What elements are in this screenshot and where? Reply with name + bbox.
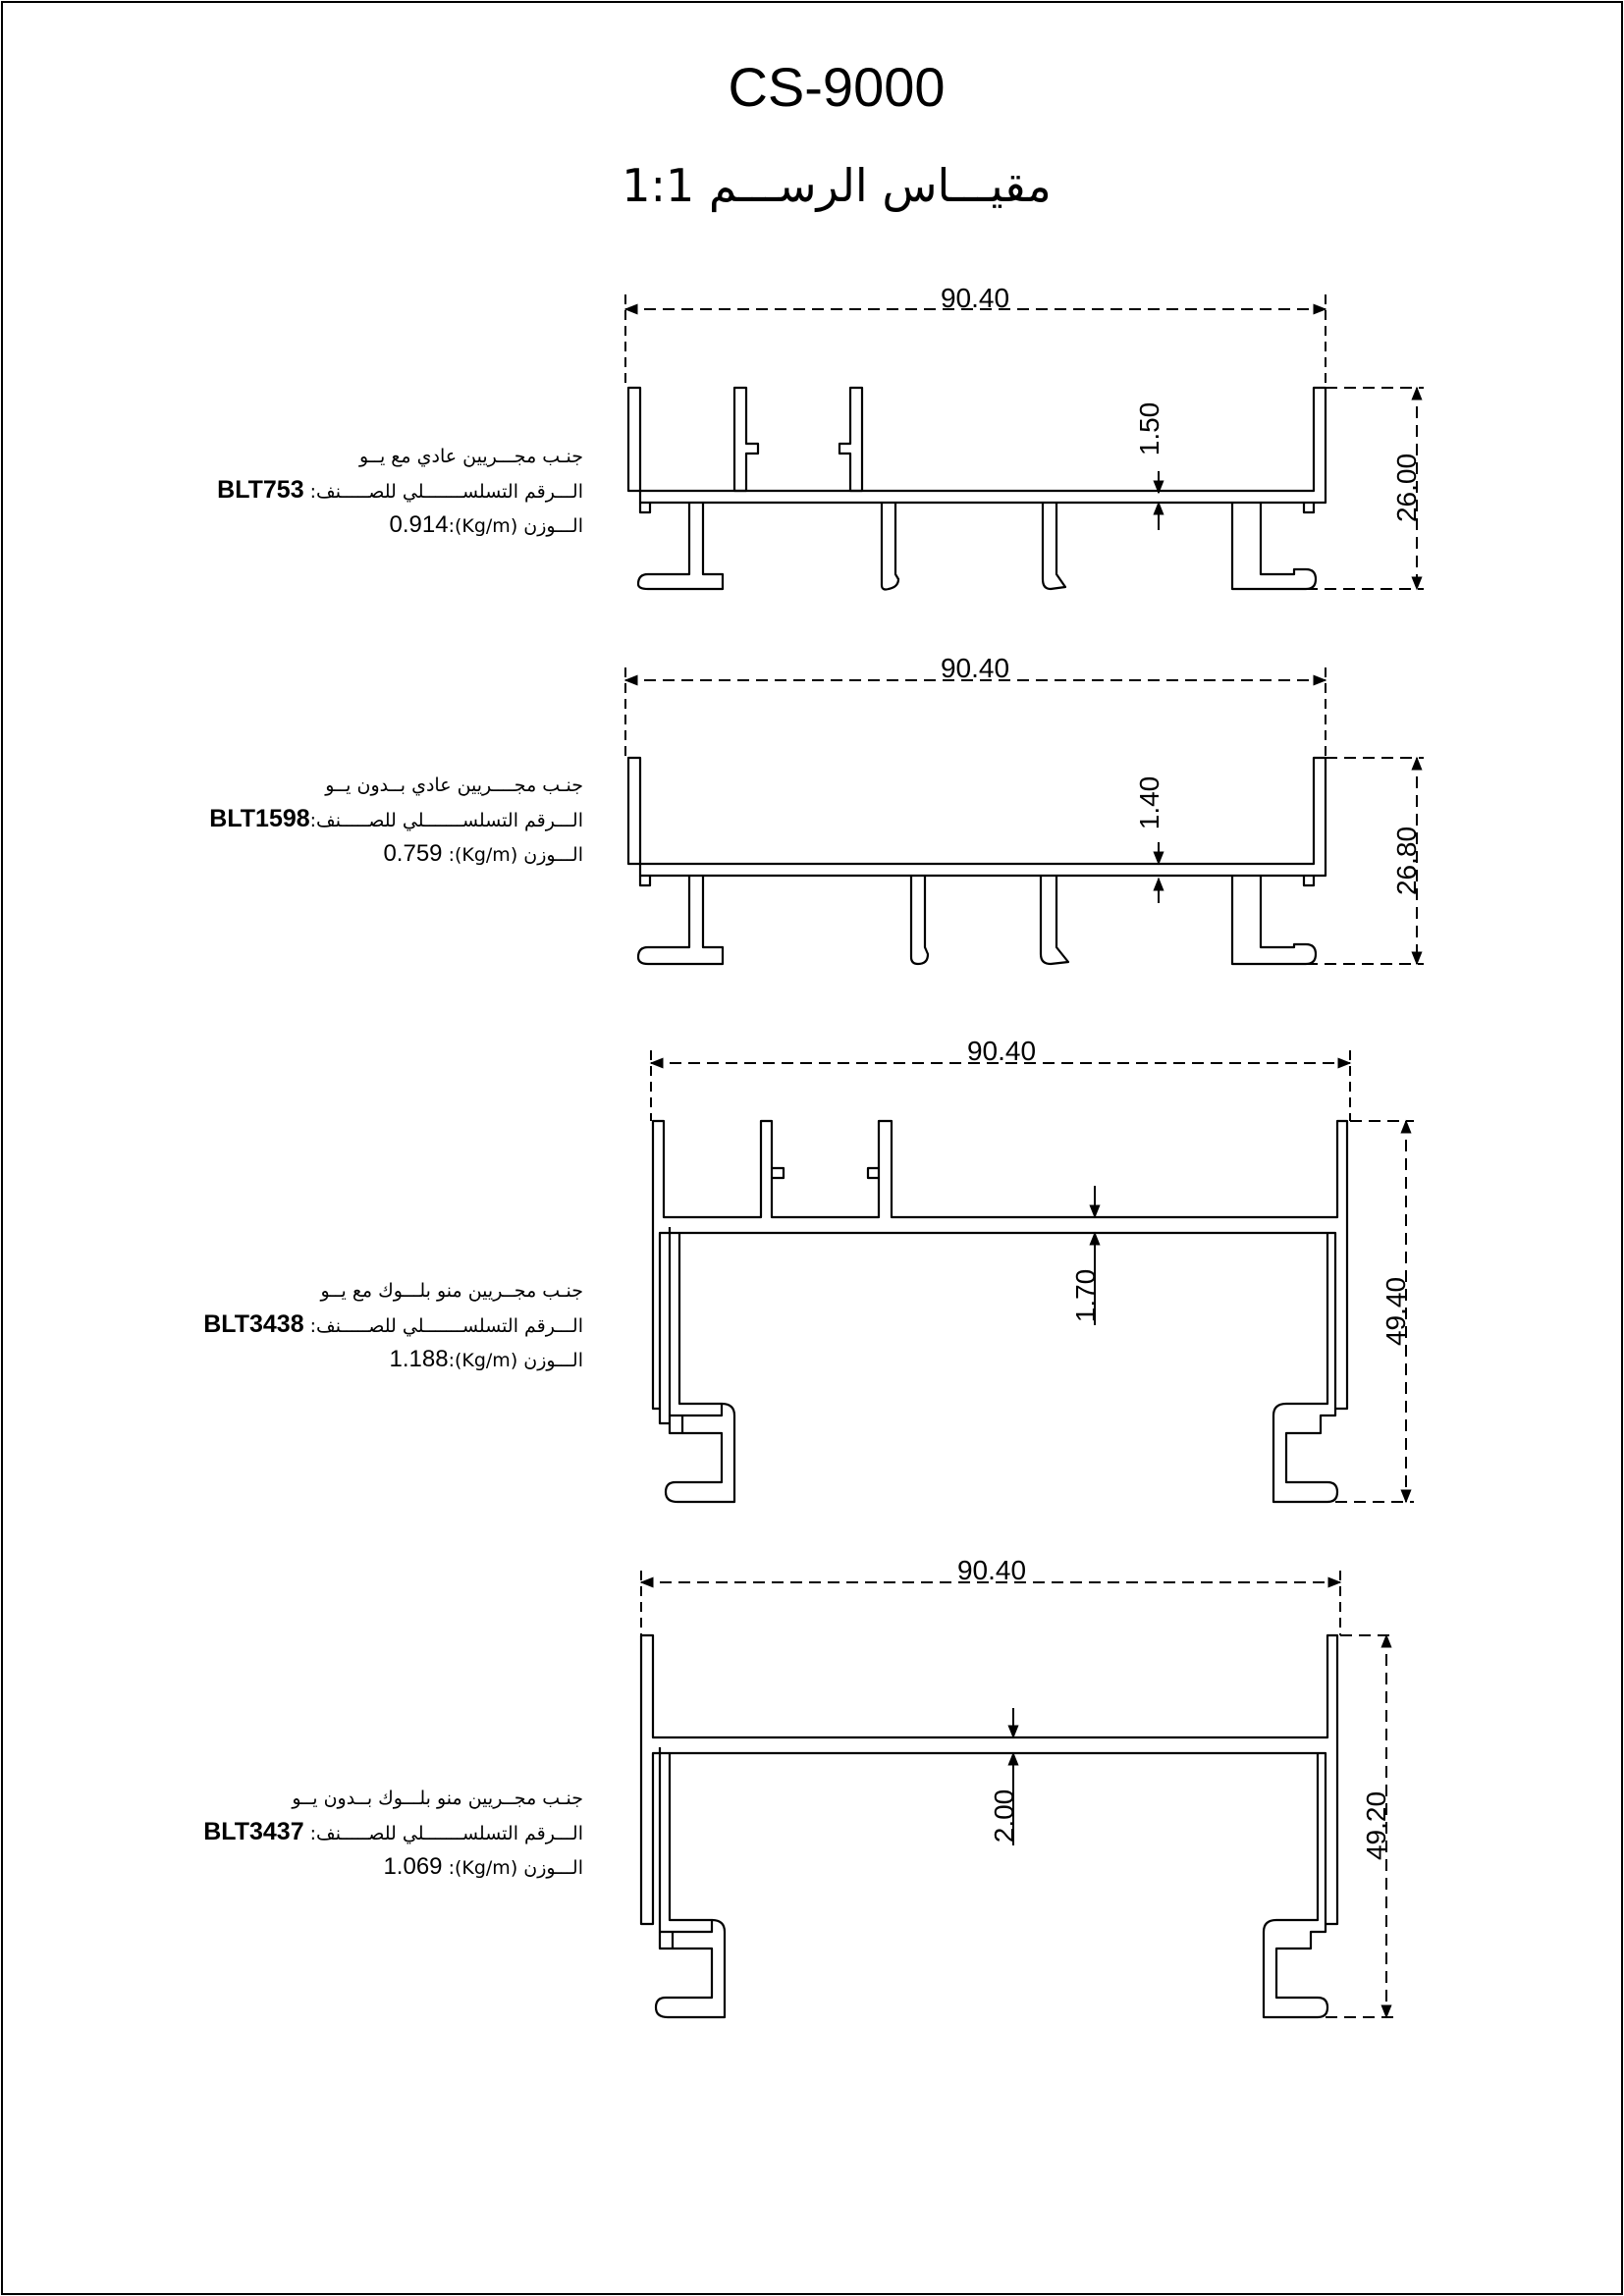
width-dimension-label: 90.40	[966, 1036, 1037, 1066]
scale-label: مقيـــاس الرســـم 1:1	[622, 159, 1052, 212]
width-dimension-label: 90.40	[940, 283, 1010, 313]
serial-code: BLT3437	[203, 1818, 304, 1845]
weight-value: 0.914	[389, 511, 449, 538]
width-dimension-label: 90.40	[940, 653, 1010, 683]
serial-label: الـــرقم التسلســـــــلي للصـــــنف:	[309, 810, 583, 831]
serial-label: الـــرقم التسلســـــــلي للصـــــنف:	[309, 481, 583, 503]
sheet-border	[2, 2, 1622, 2294]
profile-drawing-blt3438	[651, 1036, 1414, 1502]
profile-info-blt753	[217, 440, 583, 543]
wall-thickness-label: 1.40	[1134, 775, 1164, 830]
height-dimension-label: 26.80	[1391, 826, 1422, 896]
profile-drawing-blt1598	[625, 653, 1424, 964]
weight-label: الـــوزن (Kg/m):	[448, 844, 583, 866]
height-dimension-label: 49.40	[1380, 1276, 1411, 1347]
drawing-title: CS-9000	[728, 56, 946, 118]
weight-label: الـــوزن (Kg/m):	[448, 515, 583, 537]
profile-drawing-blt753	[625, 283, 1424, 590]
wall-thickness-label: 1.70	[1070, 1268, 1101, 1323]
height-dimension-label: 49.20	[1361, 1790, 1391, 1861]
weight-label: الـــوزن (Kg/m):	[448, 1857, 583, 1879]
weight-label: الـــوزن (Kg/m):	[448, 1350, 583, 1371]
weight-value: 1.188	[389, 1346, 449, 1372]
serial-code: BLT753	[217, 476, 304, 504]
profile-description: جنـب مجــــريين عادي بــدون يــو	[325, 774, 583, 796]
weight-value: 1.069	[383, 1853, 443, 1880]
profile-drawing-blt3437	[641, 1555, 1394, 2017]
height-dimension-label: 26.00	[1391, 453, 1422, 523]
profile-description: جنـب مجــريين منو بلـــوك بــدون يــو	[292, 1788, 583, 1809]
profile-info-blt3437	[203, 1782, 583, 1885]
wall-thickness-label: 2.00	[989, 1789, 1019, 1843]
serial-code: BLT3438	[203, 1310, 304, 1338]
serial-label: الـــرقم التسلســـــــلي للصـــــنف:	[309, 1823, 583, 1844]
profile-info-blt1598	[209, 769, 583, 872]
weight-value: 0.759	[383, 840, 443, 867]
serial-code: BLT1598	[209, 805, 310, 832]
width-dimension-label: 90.40	[956, 1555, 1027, 1585]
wall-thickness-label: 1.50	[1134, 401, 1164, 456]
serial-label: الـــرقم التسلســـــــلي للصـــــنف:	[309, 1315, 583, 1337]
profile-description: جنـب مجــريين منو بلـــوك مع يــو	[320, 1280, 583, 1302]
profile-info-blt3438	[203, 1274, 583, 1377]
profile-description: جنـب مجـــريين عادي مع يــو	[359, 446, 583, 467]
